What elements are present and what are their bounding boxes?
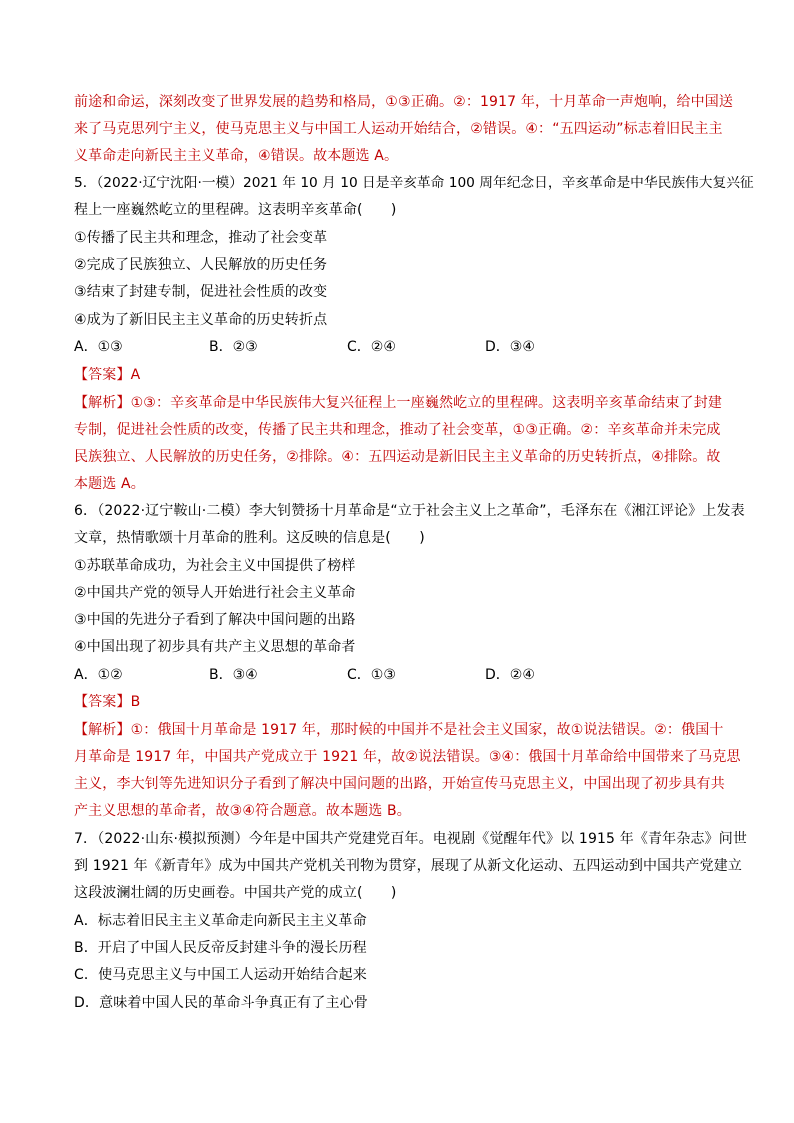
q5-item: ③结束了封建专制，促进社会性质的改变 <box>74 284 328 300</box>
q6-item: ②中国共产党的领导人开始进行社会主义革命 <box>74 585 356 601</box>
q7-stem-line: 到 1921 年《新青年》成为中国共产党机关刊物为贯穿，展现了从新文化运动、五四运动到中国共产党建立 <box>74 858 743 874</box>
q7-option-b: B．开启了中国人民反帝反封建斗争的漫长历程 <box>74 940 367 956</box>
q6-option-d: D．②④ <box>485 667 535 683</box>
q5-option-b: B．②③ <box>209 339 258 355</box>
q5-option-c: C．②④ <box>347 339 396 355</box>
q7-option-a: A．标志着旧民主主义革命走向新民主主义革命 <box>74 913 367 929</box>
q6-option-b: B．③④ <box>209 667 258 683</box>
q5-item: ④成为了新旧民主主义革命的历史转折点 <box>74 312 328 328</box>
q6-option-a: A．①② <box>74 667 123 683</box>
q6-answer: 【答案】B <box>74 694 141 710</box>
q6-stem-line: 文章，热情歌颂十月革命的胜利。这反映的信息是( ) <box>74 530 425 546</box>
q5-option-a: A．①③ <box>74 339 123 355</box>
q5-stem-line: 5．（2022·辽宁沈阳·一模）2021 年 10 月 10 日是辛亥革命 100 周年纪念日，辛亥革命是中华民族伟大复兴征 <box>74 175 754 191</box>
q6-analysis-line: 产主义思想的革命者，故③④符合题意。故本题选 B。 <box>74 803 411 819</box>
q5-analysis-line: 专制，促进社会性质的改变，传播了民主共和理念，推动了社会变革，①③正确。②：辛亥革命并未完成 <box>74 422 721 438</box>
q4-analysis-line: 来了马克思列宁主义，使马克思主义与中国工人运动开始结合，②错误。④：“五四运动”标志着旧民主主 <box>74 121 723 137</box>
q6-stem-line: 6．（2022·辽宁鞍山·二模）李大钊赞扬十月革命是“立于社会主义上之革命”，毛泽东在《湘江评论》上发表 <box>74 503 745 519</box>
q6-option-c: C．①③ <box>347 667 396 683</box>
q6-analysis-line: 【解析】①：俄国十月革命是 1917 年，那时候的中国并不是社会主义国家，故①说法错误。②：俄国十 <box>74 722 724 738</box>
q4-analysis-line: 前途和命运，深刻改变了世界发展的趋势和格局，①③正确。②：1917 年，十月革命一声炮响，给中国送 <box>74 94 734 110</box>
q5-answer: 【答案】A <box>74 367 141 383</box>
q6-analysis-line: 月革命是 1917 年，中国共产党成立于 1921 年，故②说法错误。③④：俄国十月革命给中国带来了马克思 <box>74 749 741 765</box>
q5-option-d: D．③④ <box>485 339 535 355</box>
q7-stem-line: 这段波澜壮阔的历史画卷。中国共产党的成立( ) <box>74 885 397 901</box>
q7-option-c: C．使马克思主义与中国工人运动开始结合起来 <box>74 967 367 983</box>
q5-item: ②完成了民族独立、人民解放的历史任务 <box>74 257 328 273</box>
q4-analysis-line: 义革命走向新民主主义革命，④错误。故本题选 A。 <box>74 148 399 164</box>
q5-analysis-line: 民族独立、人民解放的历史任务，②排除。④：五四运动是新旧民主主义革命的历史转折点，④排除。故 <box>74 449 721 465</box>
q5-item: ①传播了民主共和理念，推动了社会变革 <box>74 230 328 246</box>
q6-item: ①苏联革命成功，为社会主义中国提供了榜样 <box>74 558 356 574</box>
q5-analysis-line: 【解析】①③：辛亥革命是中华民族伟大复兴征程上一座巍然屹立的里程碑。这表明辛亥革命结束了封建 <box>74 395 722 411</box>
q6-analysis-line: 主义，李大钊等先进知识分子看到了解决中国问题的出路，开始宣传马克思主义，中国出现了初步具有共 <box>74 776 725 792</box>
q6-item: ④中国出现了初步具有共产主义思想的革命者 <box>74 639 356 655</box>
q5-stem-line: 程上一座巍然屹立的里程碑。这表明辛亥革命( ) <box>74 202 397 218</box>
q6-item: ③中国的先进分子看到了解决中国问题的出路 <box>74 612 356 628</box>
q7-stem-line: 7．（2022·山东·模拟预测）今年是中国共产党建党百年。电视剧《觉醒年代》以 1915 年《青年杂志》问世 <box>74 831 748 847</box>
q5-analysis-line: 本题选 A。 <box>74 476 145 492</box>
q7-option-d: D．意味着中国人民的革命斗争真正有了主心骨 <box>74 995 368 1011</box>
